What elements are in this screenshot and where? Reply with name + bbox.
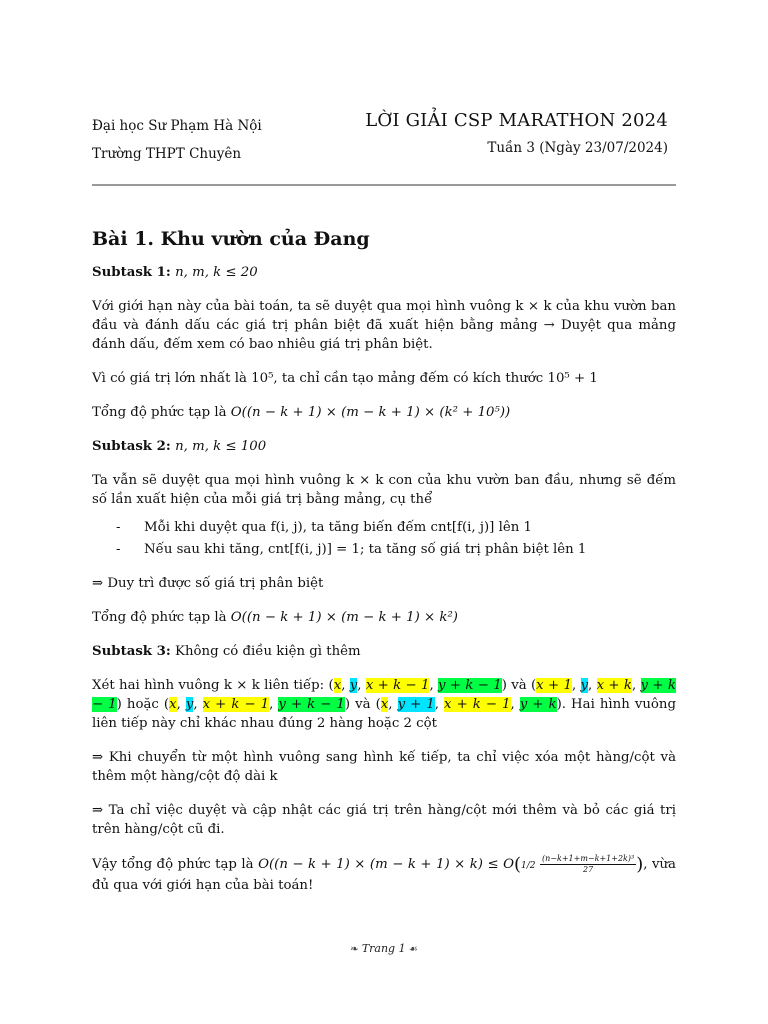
subtask2-condition: n, m, k ≤ 100 (175, 439, 267, 454)
tuple3-x: x (169, 697, 177, 712)
tuple3-y: y (185, 697, 194, 712)
subtask3-final-complexity (92, 854, 676, 895)
tuple2-y2: y + k − 1 (92, 678, 676, 712)
university-name: Đại học Sư Phạm Hà Nội (92, 118, 262, 134)
school-name: Trường THPT Chuyên (92, 146, 242, 162)
subtask3-heading (92, 642, 676, 661)
tuple1-x2: x + k − 1 (365, 678, 430, 693)
subtask1-heading (92, 263, 676, 282)
subtask2-paragraph-1: Ta vẫn sẽ duyệt qua mọi hình vuông k × k con của khu vườn ban đầu, nhưng sẽ đếm số lần xuất hiện của mỗi giá trị bằng mảng, cụ thể (92, 473, 676, 507)
header-right (365, 110, 668, 156)
subtask3-paragraph-3: ⇒ Ta chỉ việc duyệt và cập nhật các giá trị trên hàng/cột mới thêm và bỏ các giá trị trên hàng/cột cũ đi. (92, 803, 676, 837)
right-paren: ) (636, 854, 644, 875)
subtask3-or: ) hoặc ( (116, 697, 170, 712)
tuple2-y: y (580, 678, 589, 693)
tuple2-x2: x + k (596, 678, 632, 693)
tuple4-x2: x + k − 1 (444, 697, 511, 712)
header-left (92, 112, 262, 168)
subtask2-heading (92, 437, 676, 456)
tuple3-x2: x + k − 1 (202, 697, 270, 712)
subtask2-label: Subtask 2: (92, 439, 171, 454)
subtask1-complexity-prefix: Tổng độ phức tạp là (92, 405, 231, 420)
problem-title: Bài 1. Khu vườn của Đang (92, 228, 370, 250)
subtask1-paragraph-2: Vì có giá trị lớn nhất là 10⁵, ta chỉ cần tạo mảng đếm có kích thước 10⁵ + 1 (92, 371, 598, 386)
final-fraction (540, 854, 636, 875)
final-prefix: Vậy tổng độ phức tạp là (92, 857, 259, 872)
ornament-left-icon: ❧ (350, 944, 362, 955)
tuple2-x: x + 1 (536, 678, 572, 693)
subtask3-label: Subtask 3: (92, 644, 171, 659)
subtask3-intro: Xét hai hình vuông k × k liên tiếp: ( (92, 678, 334, 693)
subtask3-tail: ). Hai hình vuông liên tiếp này chỉ khác nhau đúng 2 hàng hoặc 2 cột (92, 697, 677, 731)
subtask2-bullet-list (92, 518, 676, 559)
tuple1-x: x (333, 678, 342, 693)
subtask1-complexity (92, 403, 676, 422)
final-formula: O((n − k + 1) × (m − k + 1) × k) ≤ O (258, 857, 515, 872)
fraction-denominator: 27 (583, 865, 594, 874)
page-footer (0, 942, 768, 955)
tuple4-y2: y + k (519, 697, 557, 712)
subtask2-paragraph-2: ⇒ Duy trì được số giá trị phân biệt (92, 576, 324, 591)
tuple1-y2: y + k − 1 (438, 678, 502, 693)
half-factor: 1/2 (521, 861, 536, 871)
header-divider (92, 184, 676, 186)
subtask3-paragraph-2: ⇒ Khi chuyển từ một hình vuông sang hình kế tiếp, ta chỉ việc xóa một hàng/cột và thêm một hàng/cột độ dài k (92, 750, 676, 784)
subtask3-condition: Không có điều kiện gì thêm (170, 644, 361, 659)
subtask1-complexity-formula: O((n − k + 1) × (m − k + 1) × (k² + 10⁵)) (230, 405, 511, 420)
subtask3-and: ) và ( (501, 678, 537, 693)
page-number: Trang 1 (361, 942, 406, 955)
tuple3-y2: y + k − 1 (278, 697, 345, 712)
final-suffix: , vừa đủ qua với giới hạn của bài toán! (92, 857, 676, 893)
subtask2-complexity-prefix: Tổng độ phức tạp là (92, 610, 231, 625)
left-paren: ( (514, 854, 522, 875)
ornament-right-icon: ☙ (405, 944, 418, 955)
tuple1-y: y (349, 678, 358, 693)
subtask2-complexity-formula: O((n − k + 1) × (m − k + 1) × k²) (230, 610, 458, 625)
subtask1-paragraph-1: Với giới hạn này của bài toán, ta sẽ duyệt qua mọi hình vuông k × k của khu vườn ban đầu và đánh dấu các giá trị phân biệt đã xuất hiện bằng mảng → Duyệt qua mảng đánh dấu, đếm xem có bao nhiêu giá trị phân biệt. (92, 299, 676, 352)
solution-content (92, 230, 676, 910)
tuple4-y: y + 1 (397, 697, 435, 712)
subtask2-bullet-1: - Mỗi khi duyệt qua f(i, j), ta tăng biến đếm cnt[f(i, j)] lên 1 (116, 518, 676, 537)
fraction-numerator: (n−k+1+m−k+1+2k)³ (542, 854, 635, 863)
week-date: Tuần 3 (Ngày 23/07/2024) (487, 140, 668, 156)
tuple4-x: x (380, 697, 389, 712)
subtask3-paragraph-1: Xét hai hình vuông k × k liên tiếp: (x, y, x + k − 1, y + k − 1) và (x + 1, y, x + k, y + k − 1) hoặc (x, y, x + k − 1, y + k − 1) và (x, y + 1, x + k − 1, y + k). Hai hình vuông liên tiếp này chỉ khác nhau đúng 2 hàng hoặc 2 cột (92, 678, 677, 731)
subtask2-complexity (92, 608, 676, 627)
subtask1-condition: n, m, k ≤ 20 (175, 265, 258, 280)
document-title: LỜI GIẢI CSP MARATHON 2024 (365, 110, 668, 131)
subtask3-and2: ) và ( (344, 697, 381, 712)
subtask1-label: Subtask 1: (92, 265, 171, 280)
subtask2-bullet-2: - Nếu sau khi tăng, cnt[f(i, j)] = 1; ta tăng số giá trị phân biệt lên 1 (116, 540, 676, 559)
